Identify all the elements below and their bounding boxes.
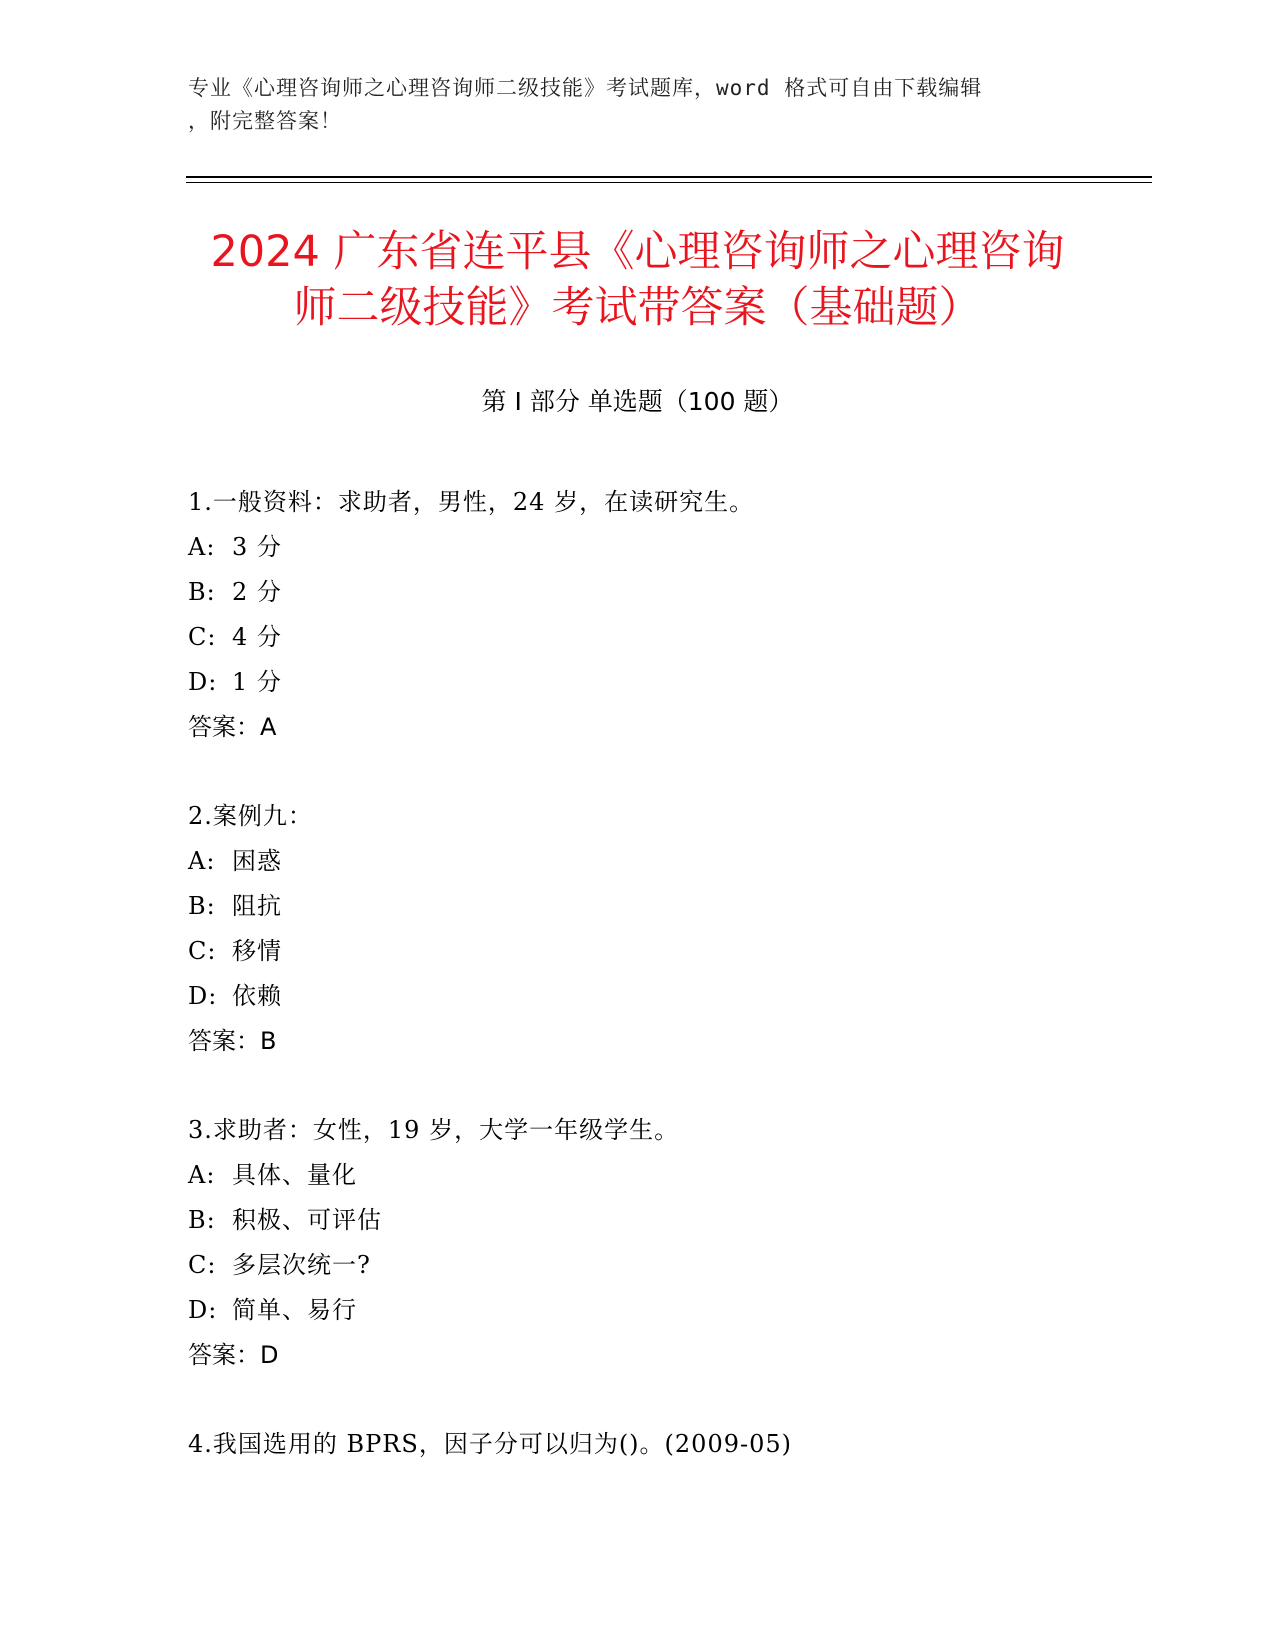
question-1	[188, 480, 1138, 750]
document-title-line-1: 2024 广东省连平县《心理咨询师之心理咨询	[210, 227, 1065, 277]
option-c	[188, 1243, 1138, 1288]
option-text: 多层次统一?	[232, 1251, 371, 1279]
option-d	[188, 974, 1138, 1019]
question-3	[188, 1108, 1138, 1378]
option-letter: A:	[188, 847, 216, 875]
header-divider-thick	[186, 176, 1152, 178]
section-heading: 第 I 部分 单选题（100 题）	[481, 387, 794, 416]
option-text: 移情	[232, 937, 282, 965]
answer-line: 答案：D	[188, 1341, 279, 1369]
question-stem: 2.案例九：	[188, 802, 313, 830]
option-text: 依赖	[232, 982, 282, 1010]
document-title	[150, 224, 1125, 336]
question-stem: 4.我国选用的 BPRS，因子分可以归为()。(2009-05)	[188, 1430, 793, 1458]
option-letter: D:	[188, 1296, 218, 1324]
option-d	[188, 660, 1138, 705]
option-d	[188, 1288, 1138, 1333]
option-text: 阻抗	[232, 892, 282, 920]
option-letter: D:	[188, 982, 218, 1010]
option-a	[188, 1153, 1138, 1198]
option-letter: C:	[188, 1251, 217, 1279]
option-a	[188, 525, 1138, 570]
option-letter: B:	[188, 892, 216, 920]
option-c	[188, 615, 1138, 660]
header-note-line-2: ，附完整答案！	[188, 109, 342, 133]
option-text: 4 分	[232, 623, 282, 651]
option-letter: C:	[188, 623, 217, 651]
option-letter: A:	[188, 533, 216, 561]
question-list	[188, 480, 1138, 1511]
option-b	[188, 884, 1138, 929]
option-letter: C:	[188, 937, 217, 965]
header-divider-thin	[186, 182, 1152, 183]
option-b	[188, 1198, 1138, 1243]
question-2	[188, 794, 1138, 1064]
header-note	[188, 72, 1088, 138]
question-stem: 1.一般资料：求助者，男性，24 岁，在读研究生。	[188, 488, 755, 516]
option-text: 具体、量化	[232, 1161, 357, 1189]
option-text: 2 分	[232, 578, 282, 606]
option-a	[188, 839, 1138, 884]
option-letter: B:	[188, 1206, 216, 1234]
option-text: 1 分	[232, 668, 282, 696]
option-c	[188, 929, 1138, 974]
option-text: 困惑	[232, 847, 282, 875]
document-title-line-2: 师二级技能》考试带答案（基础题）	[293, 283, 982, 333]
answer-line: 答案：B	[188, 1027, 277, 1055]
option-b	[188, 570, 1138, 615]
option-text: 积极、可评估	[232, 1206, 382, 1234]
option-letter: A:	[188, 1161, 216, 1189]
question-stem: 3.求助者：女性，19 岁，大学一年级学生。	[188, 1116, 680, 1144]
answer-line: 答案：A	[188, 713, 277, 741]
question-4	[188, 1422, 1138, 1467]
option-letter: B:	[188, 578, 216, 606]
option-letter: D:	[188, 668, 218, 696]
option-text: 简单、易行	[232, 1296, 357, 1324]
header-note-line-1: 专业《心理咨询师之心理咨询师二级技能》考试题库，word 格式可自由下载编辑	[188, 76, 983, 100]
option-text: 3 分	[232, 533, 282, 561]
